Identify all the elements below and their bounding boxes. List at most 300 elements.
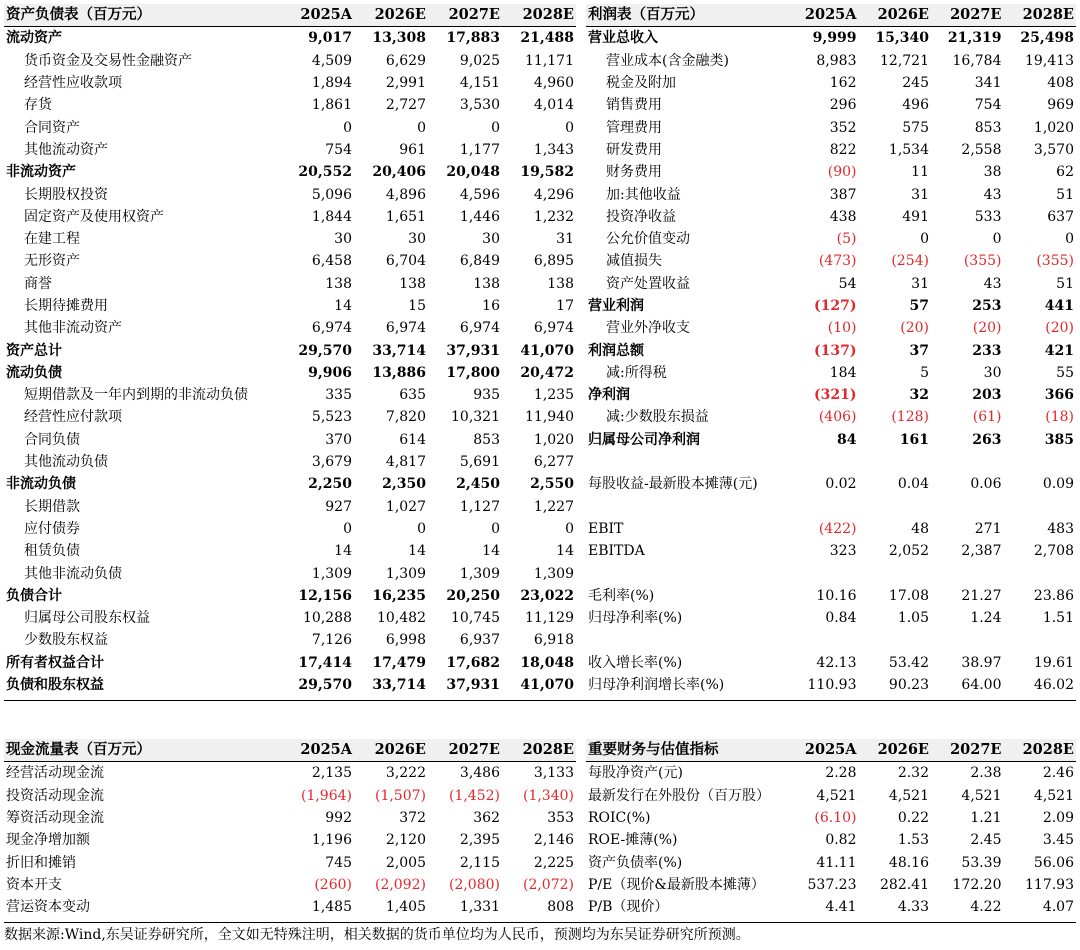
- table-row: [4, 139, 576, 161]
- footnote: 数据来源:Wind,东吴证券研究所，全文如无特殊注明，相关数据的货币单位均为人民币，预测均为东吴证券研究所预测。: [4, 927, 750, 943]
- row-value: [859, 451, 932, 473]
- table-row: [4, 295, 576, 317]
- row-label: 资产负债率(%): [588, 854, 683, 871]
- row-value: 20,472: [520, 364, 574, 381]
- row-label: P/E（现价&最新股本摊薄）: [588, 876, 765, 893]
- row-value: 421: [1044, 342, 1074, 359]
- row-label: 归属母公司净利润: [588, 431, 700, 448]
- year-header: 2028E: [502, 739, 576, 762]
- valuation-metrics-table: [586, 739, 1076, 918]
- row-value: 41,070: [520, 342, 574, 359]
- row-value: 19,582: [520, 164, 574, 181]
- row-value: 2,387: [961, 543, 1002, 560]
- row-label: 资产总计: [6, 342, 62, 359]
- row-label: 流动资产: [6, 30, 62, 47]
- row-value: 110.93: [807, 677, 857, 694]
- row-value: 1,861: [311, 97, 352, 114]
- row-value: 745: [325, 854, 352, 871]
- footer-divider: [4, 922, 1076, 923]
- row-label: 研发费用: [606, 141, 662, 158]
- row-value: 31: [911, 275, 929, 292]
- row-value: 30: [983, 364, 1002, 381]
- row-label: 营业成本(含金融类): [606, 52, 729, 69]
- row-value: 385: [1044, 431, 1074, 448]
- row-value: 161: [899, 431, 929, 448]
- row-value: (20): [1045, 320, 1074, 337]
- row-value: 754: [325, 141, 352, 158]
- row-value: 1,331: [459, 899, 500, 916]
- row-value: 1,020: [533, 431, 574, 448]
- table-row: [586, 429, 1076, 451]
- table-row: [4, 629, 576, 651]
- table-row: [4, 451, 576, 473]
- row-label: ROIC(%): [588, 810, 651, 827]
- table-row: [586, 295, 1076, 317]
- row-value: 0: [343, 119, 352, 136]
- row-value: 1,894: [311, 75, 352, 92]
- row-label: 非流动资产: [6, 164, 76, 181]
- row-value: 2,120: [385, 832, 426, 849]
- row-value: 15: [408, 298, 426, 314]
- table-row: [4, 585, 576, 607]
- row-label: 经营性应收款项: [24, 75, 122, 92]
- row-value: [1004, 496, 1077, 518]
- row-value: 0.02: [825, 476, 857, 493]
- row-value: 20,250: [446, 587, 500, 604]
- table-row: [4, 652, 576, 674]
- row-value: 2.46: [1042, 765, 1074, 782]
- row-value: 0: [920, 231, 929, 248]
- income-statement-title: 利润表（百万元）: [586, 4, 786, 27]
- row-value: 0.06: [970, 476, 1002, 493]
- row-value: 29,570: [298, 342, 352, 359]
- row-value: 19,413: [1025, 52, 1074, 69]
- row-value: 10,482: [377, 610, 426, 627]
- row-value: 1,343: [533, 141, 574, 158]
- row-value: 1,485: [311, 899, 352, 916]
- table-row: [586, 652, 1076, 674]
- table-row: [586, 406, 1076, 428]
- table-header: [4, 4, 576, 27]
- row-label: 长期借款: [24, 498, 80, 515]
- row-value: 0.09: [1042, 476, 1074, 493]
- table-row: [4, 785, 576, 807]
- row-value: 32: [909, 387, 929, 404]
- table-row: [586, 896, 1076, 918]
- row-value: 496: [902, 97, 929, 114]
- row-label: 管理费用: [606, 119, 662, 136]
- row-label: [586, 562, 786, 584]
- table-row: [4, 896, 576, 918]
- table-row: [4, 384, 576, 406]
- row-value: 4,960: [533, 75, 574, 92]
- table-row: [4, 339, 576, 361]
- row-value: (128): [891, 409, 929, 426]
- row-value: 4,817: [385, 454, 426, 471]
- row-value: 10,321: [451, 409, 500, 426]
- table-row: [4, 473, 576, 495]
- row-value: 51: [1056, 186, 1074, 203]
- row-value: 11,129: [525, 610, 574, 627]
- table-row: [586, 629, 1076, 651]
- row-value: (422): [818, 520, 857, 537]
- row-value: 296: [829, 97, 857, 114]
- row-value: 138: [399, 275, 426, 292]
- row-value: 575: [902, 119, 929, 136]
- row-value: 637: [1047, 208, 1074, 225]
- row-value: 4.33: [897, 899, 929, 916]
- row-value: 2,558: [961, 141, 1002, 158]
- row-value: 335: [325, 387, 352, 404]
- table-row: [4, 674, 576, 696]
- row-value: 341: [974, 75, 1002, 92]
- table-row: [4, 161, 576, 183]
- year-header: 2025A: [786, 739, 859, 762]
- row-value: 961: [399, 141, 426, 158]
- row-value: 14: [334, 298, 352, 314]
- row-value: 162: [829, 75, 857, 92]
- row-value: 17: [556, 298, 574, 314]
- row-value: 20,048: [446, 164, 500, 181]
- row-value: [859, 496, 932, 518]
- balance-sheet-table: [4, 4, 576, 696]
- row-value: 362: [473, 810, 500, 827]
- row-value: 20,552: [298, 164, 352, 181]
- row-value: 17,414: [298, 654, 352, 671]
- row-value: 4.22: [970, 899, 1002, 916]
- row-value: 4,509: [311, 52, 352, 69]
- row-value: 11: [911, 164, 929, 181]
- row-value: 6,277: [533, 454, 574, 471]
- row-value: (321): [814, 387, 857, 404]
- row-value: 245: [902, 75, 929, 92]
- row-value: (1,964): [300, 787, 352, 804]
- row-value: 48: [911, 520, 929, 537]
- row-value: (1,507): [374, 787, 426, 804]
- row-value: 2.38: [970, 765, 1002, 782]
- row-value: 0: [565, 119, 574, 136]
- row-value: 13,886: [372, 364, 426, 381]
- row-value: 4,521: [1033, 787, 1074, 804]
- row-value: 0: [343, 520, 352, 537]
- row-value: 6,895: [533, 253, 574, 270]
- row-value: (6.10): [814, 810, 857, 827]
- row-label: 资产处置收益: [606, 275, 690, 292]
- row-label: 长期股权投资: [24, 186, 108, 203]
- row-value: 54: [838, 275, 857, 292]
- table-header: [586, 4, 1076, 27]
- row-value: 1,309: [311, 565, 352, 582]
- row-value: 387: [829, 186, 857, 203]
- row-value: 808: [547, 899, 574, 916]
- cash-flow-title: 现金流量表（百万元）: [4, 739, 280, 762]
- table-row: [4, 206, 576, 228]
- row-value: 9,999: [812, 30, 857, 47]
- table-row: [586, 785, 1076, 807]
- row-value: 38.97: [961, 654, 1002, 671]
- row-value: 16: [482, 298, 500, 314]
- row-value: 56.06: [1033, 854, 1074, 871]
- row-value: 48.16: [888, 854, 929, 871]
- table-row: [4, 562, 576, 584]
- row-value: [931, 562, 1004, 584]
- row-value: 10,745: [451, 610, 500, 627]
- row-value: 0: [565, 520, 574, 537]
- row-value: 10.16: [816, 587, 857, 604]
- row-label: ROE-摊薄(%): [588, 832, 678, 849]
- row-label: 归母净利率(%): [588, 610, 683, 627]
- row-label: 合同资产: [24, 119, 80, 136]
- row-value: 25,498: [1020, 30, 1074, 47]
- row-label: EBIT: [588, 520, 624, 537]
- row-value: 18,048: [520, 654, 574, 671]
- row-value: 372: [399, 810, 426, 827]
- row-label: 负债和股东权益: [6, 677, 104, 694]
- row-value: 2,550: [530, 476, 574, 493]
- table-row: [586, 183, 1076, 205]
- row-value: 6,974: [385, 320, 426, 337]
- row-value: [786, 496, 859, 518]
- row-value: 6,974: [311, 320, 352, 337]
- row-value: 5,691: [459, 454, 500, 471]
- row-value: 6,704: [385, 253, 426, 270]
- row-value: 37,931: [446, 342, 500, 359]
- row-value: 42.13: [816, 654, 857, 671]
- table-row: [4, 250, 576, 272]
- row-value: 1,446: [459, 208, 500, 225]
- row-value: (1,340): [522, 787, 574, 804]
- row-label: 每股收益-最新股本摊薄(元): [588, 476, 758, 493]
- row-label: 租赁负债: [24, 543, 80, 560]
- row-value: (355): [1036, 253, 1074, 270]
- row-value: (10): [827, 320, 857, 337]
- row-value: 2.09: [1042, 810, 1074, 827]
- row-value: 2,005: [385, 854, 426, 871]
- row-value: 53.39: [961, 854, 1002, 871]
- row-value: 138: [325, 275, 352, 292]
- row-value: 4,296: [533, 186, 574, 203]
- year-header: 2028E: [1004, 4, 1077, 27]
- row-label: 毛利率(%): [588, 587, 655, 604]
- row-value: 822: [829, 141, 857, 158]
- row-value: [931, 451, 1004, 473]
- table-row: [586, 384, 1076, 406]
- row-label: 归母净利润增长率(%): [588, 677, 725, 694]
- section-divider: [4, 700, 1076, 701]
- row-value: 2,115: [459, 854, 500, 871]
- row-value: 1,309: [459, 565, 500, 582]
- row-label: 加:其他收益: [606, 186, 681, 203]
- row-value: [931, 496, 1004, 518]
- row-value: 6,849: [459, 253, 500, 270]
- row-value: 37: [909, 342, 929, 359]
- row-value: 41,070: [520, 677, 574, 694]
- row-value: 7,820: [385, 409, 426, 426]
- row-value: 1,227: [533, 498, 574, 515]
- row-value: 14: [482, 543, 500, 560]
- row-value: 4,596: [459, 186, 500, 203]
- row-value: 3,486: [459, 765, 500, 782]
- row-value: 16,235: [372, 587, 426, 604]
- table-row: [586, 250, 1076, 272]
- table-row: [586, 206, 1076, 228]
- table-header: [586, 739, 1076, 762]
- row-value: 353: [547, 810, 574, 827]
- row-label: 投资活动现金流: [6, 787, 104, 804]
- row-label: 收入增长率(%): [588, 654, 683, 671]
- row-value: 1,232: [533, 208, 574, 225]
- row-value: (127): [814, 298, 857, 314]
- row-value: 53.42: [888, 654, 929, 671]
- row-label: EBITDA: [588, 543, 645, 560]
- row-value: 2.32: [897, 765, 929, 782]
- row-value: 2.45: [970, 832, 1002, 849]
- row-value: 62: [1056, 164, 1074, 181]
- year-header: 2026E: [354, 739, 428, 762]
- row-value: 4,014: [533, 97, 574, 114]
- row-value: 17,883: [446, 30, 500, 47]
- row-value: 9,025: [459, 52, 500, 69]
- row-value: 1,196: [311, 832, 352, 849]
- row-label: 营运资本变动: [6, 899, 90, 916]
- row-value: 8,983: [816, 52, 857, 69]
- row-value: 6,998: [385, 632, 426, 649]
- row-value: 0: [992, 231, 1002, 248]
- row-value: 2,052: [888, 543, 929, 560]
- row-value: 282.41: [880, 876, 929, 893]
- row-value: 29,570: [298, 677, 352, 694]
- row-value: 2,991: [385, 75, 426, 92]
- row-value: 0: [491, 520, 500, 537]
- row-value: 17,682: [446, 654, 500, 671]
- row-value: 483: [1047, 520, 1074, 537]
- year-header: 2026E: [859, 4, 932, 27]
- row-value: 1,127: [459, 498, 500, 515]
- row-value: 3,530: [459, 97, 500, 114]
- row-value: 12,156: [298, 587, 352, 604]
- row-value: 6,974: [459, 320, 500, 337]
- row-value: 57: [909, 298, 929, 314]
- row-value: 1,405: [385, 899, 426, 916]
- row-label: 筹资活动现金流: [6, 810, 104, 827]
- row-value: (473): [818, 253, 857, 270]
- row-value: 2,225: [533, 854, 574, 871]
- row-value: (18): [1045, 409, 1074, 426]
- year-header: 2025A: [280, 4, 354, 27]
- row-label: 存货: [24, 97, 52, 114]
- row-value: 10,288: [303, 610, 352, 627]
- row-label: 资本开支: [6, 876, 62, 893]
- row-value: 43: [983, 275, 1002, 292]
- table-row: [4, 362, 576, 384]
- table-row: [4, 607, 576, 629]
- row-label: 营业外净收支: [606, 320, 690, 337]
- row-value: 2,708: [1033, 543, 1074, 560]
- table-row: [4, 829, 576, 851]
- row-value: 635: [399, 387, 426, 404]
- row-label: 经营性应付款项: [24, 409, 122, 426]
- row-value: 172.20: [952, 876, 1002, 893]
- row-value: 33,714: [372, 342, 426, 359]
- row-value: 1.51: [1042, 610, 1074, 627]
- row-value: 21,488: [520, 30, 574, 47]
- table-row: [4, 406, 576, 428]
- row-value: 4,521: [816, 787, 857, 804]
- row-value: 9,017: [308, 30, 352, 47]
- row-value: 1.53: [897, 832, 929, 849]
- row-value: (20): [900, 320, 929, 337]
- row-label: 投资净收益: [606, 208, 676, 225]
- row-value: (406): [818, 409, 857, 426]
- row-value: 263: [972, 431, 1002, 448]
- row-value: 20,406: [372, 164, 426, 181]
- row-label: 其他非流动资产: [24, 320, 122, 337]
- row-label: 在建工程: [24, 231, 80, 248]
- row-value: 43: [983, 186, 1002, 203]
- row-value: 4,896: [385, 186, 426, 203]
- row-value: 23,022: [520, 587, 574, 604]
- row-value: 84: [837, 431, 857, 448]
- row-label: [586, 629, 786, 651]
- table-row: [586, 874, 1076, 896]
- row-label: 营业利润: [588, 298, 644, 314]
- year-header: 2028E: [502, 4, 576, 27]
- row-value: 3,222: [385, 765, 426, 782]
- row-value: 927: [325, 498, 352, 515]
- table-row: [586, 496, 1076, 518]
- row-label: 归属母公司股东权益: [24, 610, 150, 627]
- row-label: 短期借款及一年内到期的非流动负债: [24, 387, 248, 404]
- row-value: (20): [972, 320, 1002, 337]
- row-label: 其他流动资产: [24, 141, 108, 158]
- row-value: 1,309: [533, 565, 574, 582]
- row-value: 3,679: [311, 454, 352, 471]
- row-label: 少数股东权益: [24, 632, 108, 649]
- row-value: 30: [482, 231, 500, 248]
- row-value: 4,521: [961, 787, 1002, 804]
- table-row: [586, 72, 1076, 94]
- table-row: [586, 116, 1076, 138]
- row-label: 合同负债: [24, 431, 80, 448]
- table-row: [586, 451, 1076, 473]
- row-value: 4,151: [459, 75, 500, 92]
- row-value: 13,308: [372, 30, 426, 47]
- year-header: 2026E: [354, 4, 428, 27]
- table-row: [586, 518, 1076, 540]
- cash-flow-table: [4, 739, 576, 918]
- row-value: 0.82: [825, 832, 857, 849]
- table-row: [586, 50, 1076, 72]
- row-value: 253: [972, 298, 1002, 314]
- row-value: 11,171: [525, 52, 574, 69]
- row-label: 现金净增加额: [6, 832, 90, 849]
- row-value: 4.07: [1042, 899, 1074, 916]
- row-value: 7,126: [311, 632, 352, 649]
- row-value: 6,629: [385, 52, 426, 69]
- table-row: [586, 139, 1076, 161]
- row-value: (355): [963, 253, 1002, 270]
- row-value: 2.28: [825, 765, 857, 782]
- row-value: [1004, 451, 1077, 473]
- row-value: 4,521: [888, 787, 929, 804]
- table-row: [586, 473, 1076, 495]
- row-label: 其他非流动负债: [24, 565, 122, 582]
- table-row: [586, 273, 1076, 295]
- row-value: 0: [1065, 231, 1074, 248]
- row-value: 16,784: [952, 52, 1002, 69]
- row-value: 1.24: [970, 610, 1002, 627]
- row-value: 352: [829, 119, 857, 136]
